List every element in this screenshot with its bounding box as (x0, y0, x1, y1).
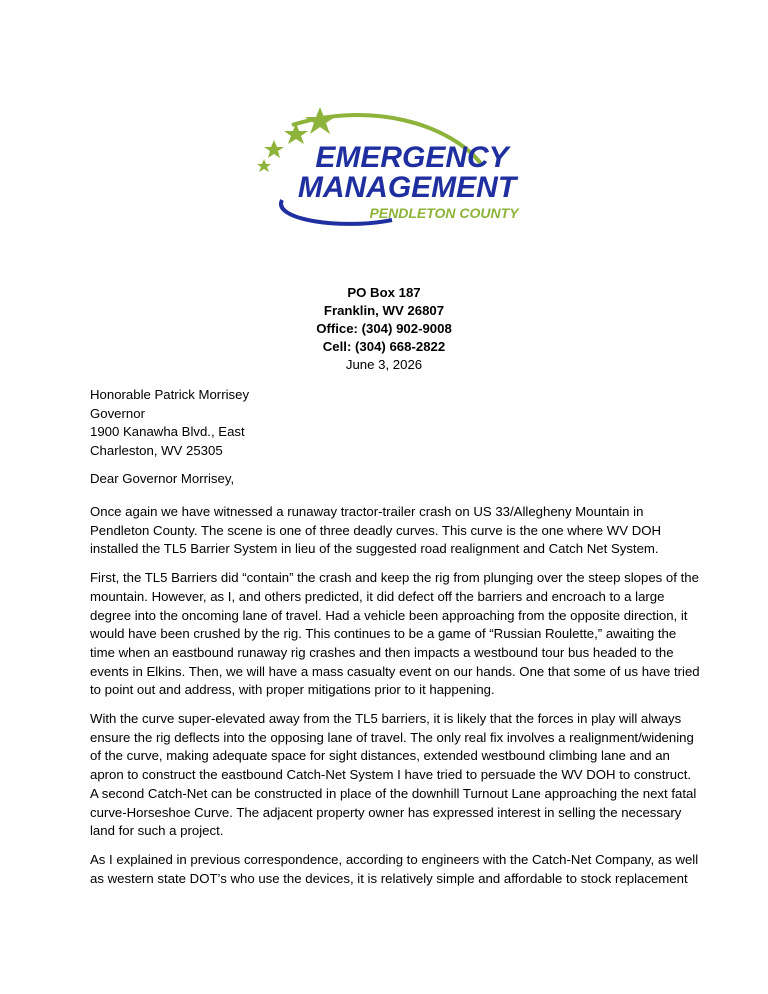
logo-line-emergency: EMERGENCY (315, 141, 509, 174)
paragraph (90, 569, 700, 700)
logo-graphic (252, 105, 522, 230)
body-line: mountain. However, as I, and others predicted, it did defect off the barriers and encroach to a large (90, 588, 665, 604)
body-line: As I explained in previous correspondence, according to engineers with the Catch-Net Company, as well (90, 851, 699, 867)
body-line: to point out and address, with proper mitigations prior to it happening. (90, 682, 495, 698)
logo-line-county: PENDLETON COUNTY (369, 205, 519, 221)
logo-line-management: MANAGEMENT (297, 171, 517, 204)
recipient-street: 1900 Kanawha Blvd., East (90, 424, 245, 440)
body-line: installed the TL5 Barrier System in lieu of the suggested road realignment and Catch Net System. (90, 541, 659, 557)
office-phone: Office: (304) 902-9008 (316, 321, 452, 336)
body-line: With the curve super-elevated away from the TL5 barriers, it is likely that the forces in play will always (90, 711, 682, 727)
body-line: time when an eastbound runaway rig crashes and then impacts a westbound tour bus headed to the (90, 644, 674, 660)
letter-date: June 3, 2026 (345, 357, 423, 372)
body-line: Pendleton County. The scene is one of three deadly curves. This curve is the one where WV DOH (90, 522, 662, 538)
recipient-title: Governor (90, 405, 145, 421)
body-line: First, the TL5 Barriers did “contain” the crash and keep the rig from plunging over the steep slopes of the (90, 570, 699, 586)
recipient-city: Charleston, WV 25305 (90, 442, 223, 458)
body-line: land for such a project. (90, 823, 224, 839)
paragraph (90, 851, 699, 888)
po-box: PO Box 187 (347, 285, 421, 300)
paragraph (90, 710, 697, 841)
body-line: apron to construct the eastbound Catch-Net System I have tried to persuade the WV DOH to construct. (90, 767, 692, 783)
cell-phone: Cell: (304) 668-2822 (322, 339, 446, 354)
recipient-name: Honorable Patrick Morrisey (90, 387, 250, 402)
star-icon (257, 159, 271, 172)
star-icon (284, 123, 308, 144)
body-line: curve-Horseshoe Curve. The adjacent property owner has expressed interest in selling the necessary (90, 804, 682, 820)
sender-address-block (0, 284, 768, 374)
body-line: would have been crushed by the rig. This continues to be a game of “Russian Roulette,” awaiting the (90, 626, 677, 642)
letter-body (90, 503, 700, 898)
recipient-block (90, 386, 688, 460)
body-line: Once again we have witnessed a runaway tractor-trailer crash on US 33/Allegheny Mountain in (90, 504, 644, 519)
agency-logo (252, 105, 522, 230)
star-icon (264, 140, 284, 158)
paragraph (90, 503, 688, 559)
salutation: Dear Governor Morrisey, (90, 471, 235, 486)
body-line: of the curve, making adequate space for sight distances, extended westbound climbing lane and an (90, 748, 670, 764)
body-line: degree into the oncoming lane of travel. Had a vehicle been approaching from the opposite direction, it (90, 607, 688, 623)
body-line: as western state DOT’s who use the devices, it is relatively simple and affordable to stock replacement (90, 870, 688, 886)
city-state: Franklin, WV 26807 (323, 303, 445, 318)
body-line: ensure the rig deflects into the opposing lane of travel. The only real fix involves a realignment/widening (90, 729, 694, 745)
body-line: events in Elkins. Then, we will have a mass casualty event on our hands. One that some of us have tried (90, 663, 700, 679)
body-line: A second Catch-Net can be constructed in place of the downhill Turnout Lane approaching the next fatal (90, 785, 697, 801)
